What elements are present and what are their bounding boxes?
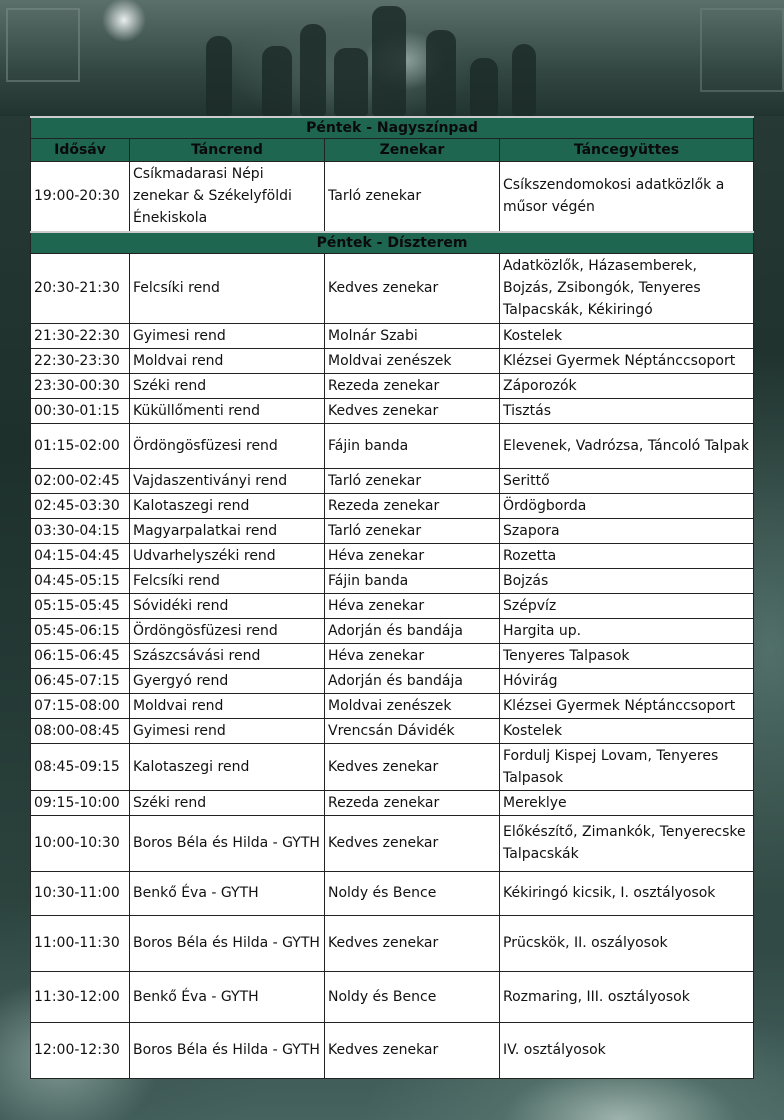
header-group: Táncegyüttes — [500, 139, 754, 162]
band-cell: Kedves zenekar — [325, 1022, 500, 1078]
time-cell: 06:15-06:45 — [31, 643, 130, 668]
time-cell: 09:15-10:00 — [31, 790, 130, 815]
group-cell: Elevenek, Vadrózsa, Táncoló Talpak — [500, 423, 754, 468]
dance-cell: Széki rend — [130, 790, 325, 815]
table-row — [31, 398, 754, 423]
time-cell: 00:30-01:15 — [31, 398, 130, 423]
dance-cell: Vajdaszentiványi rend — [130, 468, 325, 493]
table-row — [31, 871, 754, 915]
time-cell: 19:00-20:30 — [31, 162, 130, 232]
group-cell: Záporozók — [500, 373, 754, 398]
table-row — [31, 468, 754, 493]
band-cell: Adorján és bandája — [325, 618, 500, 643]
band-cell: Rezeda zenekar — [325, 493, 500, 518]
dance-cell: Küküllőmenti rend — [130, 398, 325, 423]
section-header — [31, 232, 754, 254]
band-cell: Kedves zenekar — [325, 915, 500, 971]
time-cell: 21:30-22:30 — [31, 323, 130, 348]
dance-cell: Felcsíki rend — [130, 253, 325, 323]
schedule-table — [30, 116, 754, 1079]
table-row — [31, 593, 754, 618]
musician-figure — [300, 24, 326, 116]
dance-cell: Gyimesi rend — [130, 718, 325, 743]
band-cell: Fájin banda — [325, 423, 500, 468]
time-cell: 08:45-09:15 — [31, 743, 130, 790]
band-cell: Kedves zenekar — [325, 743, 500, 790]
dance-cell: Csíkmadarasi Népi zenekar & Székelyföldi Énekiskola — [130, 162, 325, 232]
group-cell: Klézsei Gyermek Néptánccsoport — [500, 693, 754, 718]
section-title: Péntek - Nagyszínpad — [31, 117, 754, 139]
dance-cell: Moldvai rend — [130, 693, 325, 718]
dance-cell: Boros Béla és Hilda - GYTH — [130, 1022, 325, 1078]
time-cell: 05:15-05:45 — [31, 593, 130, 618]
time-cell: 01:15-02:00 — [31, 423, 130, 468]
section-title: Péntek - Díszterem — [31, 232, 754, 254]
column-header-row — [31, 139, 754, 162]
table-row — [31, 568, 754, 593]
group-cell: Kostelek — [500, 718, 754, 743]
time-cell: 11:00-11:30 — [31, 915, 130, 971]
table-row — [31, 348, 754, 373]
table-row — [31, 323, 754, 348]
group-cell: Mereklye — [500, 790, 754, 815]
photo-frame-left — [6, 8, 80, 82]
dance-cell: Moldvai rend — [130, 348, 325, 373]
dance-cell: Magyarpalatkai rend — [130, 518, 325, 543]
dance-cell: Széki rend — [130, 373, 325, 398]
table-row — [31, 743, 754, 790]
band-cell: Tarló zenekar — [325, 468, 500, 493]
band-cell: Tarló zenekar — [325, 518, 500, 543]
group-cell: Szépvíz — [500, 593, 754, 618]
band-cell: Héva zenekar — [325, 543, 500, 568]
dance-cell: Ördöngösfüzesi rend — [130, 618, 325, 643]
band-cell: Kedves zenekar — [325, 815, 500, 871]
time-cell: 03:30-04:15 — [31, 518, 130, 543]
group-cell: Szapora — [500, 518, 754, 543]
header-dance: Táncrend — [130, 139, 325, 162]
table-row — [31, 971, 754, 1022]
musician-figure — [372, 6, 406, 116]
photo-frame-right — [700, 8, 784, 92]
header-time: Idősáv — [31, 139, 130, 162]
table-row — [31, 162, 754, 232]
band-cell: Adorján és bandája — [325, 668, 500, 693]
dance-cell: Benkő Éva - GYTH — [130, 971, 325, 1022]
group-cell: Tisztás — [500, 398, 754, 423]
dance-cell: Udvarhelyszéki rend — [130, 543, 325, 568]
group-cell: Prücskök, II. oszályosok — [500, 915, 754, 971]
group-cell: Tenyeres Talpasok — [500, 643, 754, 668]
group-cell: Serittő — [500, 468, 754, 493]
band-cell: Moldvai zenészek — [325, 693, 500, 718]
musician-figure — [262, 46, 292, 116]
header-photo — [0, 0, 784, 116]
table-row — [31, 493, 754, 518]
time-cell: 10:00-10:30 — [31, 815, 130, 871]
band-cell: Rezeda zenekar — [325, 373, 500, 398]
time-cell: 04:45-05:15 — [31, 568, 130, 593]
group-cell: Rozetta — [500, 543, 754, 568]
dance-cell: Benkő Éva - GYTH — [130, 871, 325, 915]
musician-figure — [334, 48, 368, 116]
dance-cell: Szászcsávási rend — [130, 643, 325, 668]
band-cell: Kedves zenekar — [325, 398, 500, 423]
band-cell: Héva zenekar — [325, 593, 500, 618]
time-cell: 22:30-23:30 — [31, 348, 130, 373]
time-cell: 06:45-07:15 — [31, 668, 130, 693]
band-cell: Rezeda zenekar — [325, 790, 500, 815]
group-cell: Adatközlők, Házasemberek, Bojzás, Zsibongók, Tenyeres Talpacskák, Kékiringó — [500, 253, 754, 323]
table-row — [31, 668, 754, 693]
dance-cell: Felcsíki rend — [130, 568, 325, 593]
table-row — [31, 518, 754, 543]
time-cell: 23:30-00:30 — [31, 373, 130, 398]
time-cell: 10:30-11:00 — [31, 871, 130, 915]
group-cell: Kostelek — [500, 323, 754, 348]
group-cell: Klézsei Gyermek Néptánccsoport — [500, 348, 754, 373]
table-row — [31, 373, 754, 398]
section-header — [31, 117, 754, 139]
table-row — [31, 1022, 754, 1078]
musician-figure — [426, 30, 456, 116]
header-band: Zenekar — [325, 139, 500, 162]
band-cell: Moldvai zenészek — [325, 348, 500, 373]
band-cell: Fájin banda — [325, 568, 500, 593]
musician-figure — [470, 58, 498, 116]
schedule-body — [31, 117, 754, 1078]
group-cell: Hóvirág — [500, 668, 754, 693]
musician-figure — [512, 44, 536, 116]
time-cell: 07:15-08:00 — [31, 693, 130, 718]
group-cell: Hargita up. — [500, 618, 754, 643]
dance-cell: Kalotaszegi rend — [130, 493, 325, 518]
table-row — [31, 693, 754, 718]
group-cell: Rozmaring, III. osztályosok — [500, 971, 754, 1022]
dance-cell: Boros Béla és Hilda - GYTH — [130, 815, 325, 871]
band-cell: Noldy és Bence — [325, 971, 500, 1022]
table-row — [31, 253, 754, 323]
band-cell: Tarló zenekar — [325, 162, 500, 232]
time-cell: 08:00-08:45 — [31, 718, 130, 743]
dance-cell: Gyergyó rend — [130, 668, 325, 693]
time-cell: 20:30-21:30 — [31, 253, 130, 323]
table-row — [31, 643, 754, 668]
dance-cell: Sóvidéki rend — [130, 593, 325, 618]
band-cell: Kedves zenekar — [325, 253, 500, 323]
time-cell: 02:00-02:45 — [31, 468, 130, 493]
group-cell: Fordulj Kispej Lovam, Tenyeres Talpasok — [500, 743, 754, 790]
dance-cell: Kalotaszegi rend — [130, 743, 325, 790]
group-cell: Előkészítő, Zimankók, Tenyerecske Talpacskák — [500, 815, 754, 871]
dance-cell: Ördöngösfüzesi rend — [130, 423, 325, 468]
table-row — [31, 543, 754, 568]
band-cell: Vrencsán Dávidék — [325, 718, 500, 743]
band-cell: Héva zenekar — [325, 643, 500, 668]
table-row — [31, 815, 754, 871]
table-row — [31, 618, 754, 643]
band-cell: Noldy és Bence — [325, 871, 500, 915]
dance-cell: Boros Béla és Hilda - GYTH — [130, 915, 325, 971]
table-row — [31, 790, 754, 815]
table-row — [31, 423, 754, 468]
time-cell: 02:45-03:30 — [31, 493, 130, 518]
time-cell: 11:30-12:00 — [31, 971, 130, 1022]
table-row — [31, 915, 754, 971]
time-cell: 04:15-04:45 — [31, 543, 130, 568]
table-row — [31, 718, 754, 743]
group-cell: Bojzás — [500, 568, 754, 593]
band-cell: Molnár Szabi — [325, 323, 500, 348]
group-cell: Kékiringó kicsik, I. osztályosok — [500, 871, 754, 915]
time-cell: 05:45-06:15 — [31, 618, 130, 643]
group-cell: Csíkszendomokosi adatközlők a műsor végén — [500, 162, 754, 232]
dance-cell: Gyimesi rend — [130, 323, 325, 348]
group-cell: IV. osztályosok — [500, 1022, 754, 1078]
musician-figure — [206, 36, 232, 116]
group-cell: Ördögborda — [500, 493, 754, 518]
time-cell: 12:00-12:30 — [31, 1022, 130, 1078]
